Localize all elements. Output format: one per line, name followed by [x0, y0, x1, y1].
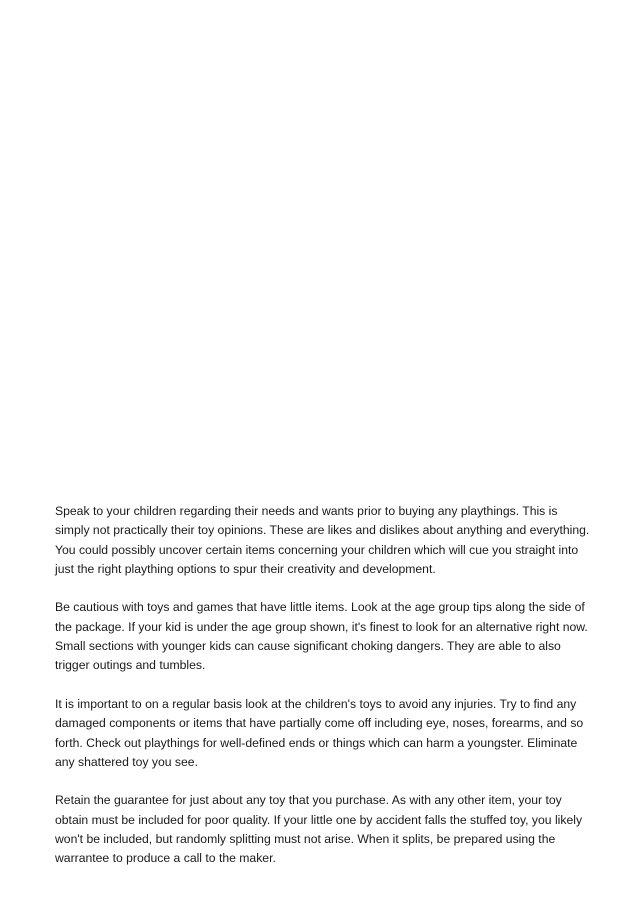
document-body [55, 502, 595, 869]
paragraph-1: Speak to your children regarding their needs and wants prior to buying any playthings. This is simply not practically their toy opinions. These are likes and dislikes about anything and everything. You could possibly uncover certain items concerning your children which will cue you straight into just the right plaything options to spur their creativity and development. [55, 504, 590, 576]
paragraph-2: Be cautious with toys and games that have little items. Look at the age group tips along the side of the package. If your kid is under the age group shown, it's finest to look for an alternative right now. Small sections with younger kids can cause significant choking dangers. They are able to also trigger outings and tumbles. [55, 600, 588, 673]
paragraph-4: Retain the guarantee for just about any toy that you purchase. As with any other item, your toy obtain must be included for poor quality. If your little one by accident falls the stuffed toy, you likely won't be included, but randomly splitting must not arise. When it splits, be prepared using the warrantee to produce a call to the maker. [55, 793, 583, 866]
paragraph-3: It is important to on a regular basis look at the children's toys to avoid any injuries. Try to find any damaged components or items that have partially come off including eye, noses, forearms, and so forth. Check out playthings for well-defined ends or things which can harm a youngster. Eliminate any shattered toy you see. [55, 696, 584, 769]
